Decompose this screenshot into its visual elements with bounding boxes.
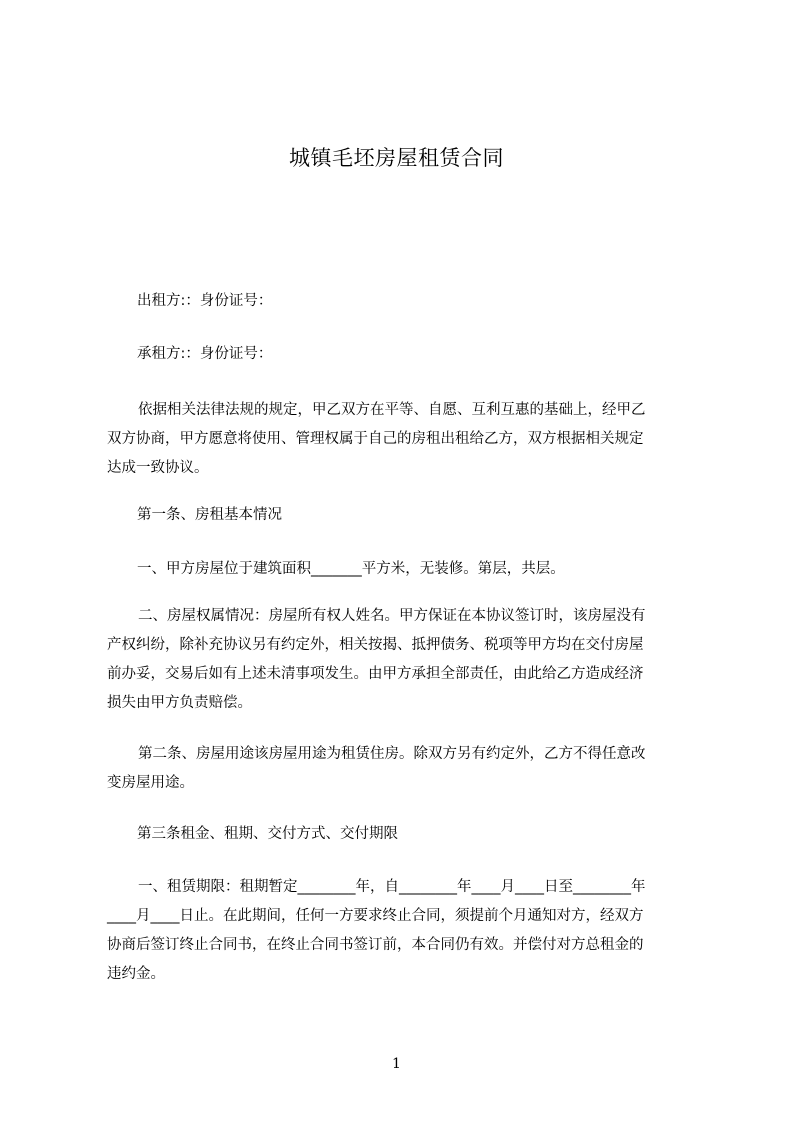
preamble-line: 依据相关法律法规的规定，甲乙双方在平等、自愿、互利互惠的基础上，经甲乙: [138, 402, 646, 418]
article-3-item-1-line: ____月____日止。在此期间，任何一方要求终止合同，须提前个月通知对方，经双方: [107, 908, 644, 924]
lessee-line: 承租方:：身份证号：: [137, 346, 273, 362]
preamble-paragraph: [107, 396, 707, 483]
article-2-line: 变房屋用途。: [107, 775, 194, 791]
article-1-heading: 第一条、房租基本情况: [137, 507, 282, 523]
article-3-item-1: [107, 873, 707, 989]
article-1-item-2-line: 前办妥，交易后如有上述未清事项发生。由甲方承担全部责任，由此给乙方造成经济: [107, 666, 644, 682]
article-1-item-2-line: 产权纠纷，除补充协议另有约定外，相关按揭、抵押债务、税项等甲方均在交付房屋: [107, 637, 644, 653]
article-1-item-1: 一、甲方房屋位于建筑面积_______平方米，无装修。第层，共层。: [137, 561, 565, 577]
document-title: 城镇毛坯房屋租赁合同: [289, 146, 504, 170]
preamble-line: 双方协商，甲方愿意将使用、管理权属于自己的房租出租给乙方，双方根据相关规定: [107, 431, 644, 447]
article-2-line: 第二条、房屋用途该房屋用途为租赁住房。除双方另有约定外，乙方不得任意改: [138, 746, 646, 762]
article-1-item-2: [107, 602, 707, 718]
article-3-heading: 第三条租金、租期、交付方式、交付期限: [137, 826, 398, 842]
article-2-paragraph: [107, 740, 707, 798]
article-3-item-1-line: 违约金。: [107, 966, 165, 982]
preamble-line: 达成一致协议。: [107, 460, 209, 476]
lessor-line: 出租方:：身份证号：: [137, 293, 273, 309]
article-1-item-2-line: 二、房屋权属情况：房屋所有权人姓名。甲方保证在本协议签订时，该房屋没有: [138, 608, 646, 624]
article-3-item-1-line: 协商后签订终止合同书，在终止合同书签订前，本合同仍有效。并偿付对方总租金的: [107, 937, 644, 953]
page-number: 1: [392, 1056, 401, 1072]
article-3-item-1-line: 一、租赁期限：租期暂定________年，自________年____月____日至________年: [138, 879, 646, 895]
article-1-item-2-line: 损失由甲方负责赔偿。: [107, 695, 252, 711]
